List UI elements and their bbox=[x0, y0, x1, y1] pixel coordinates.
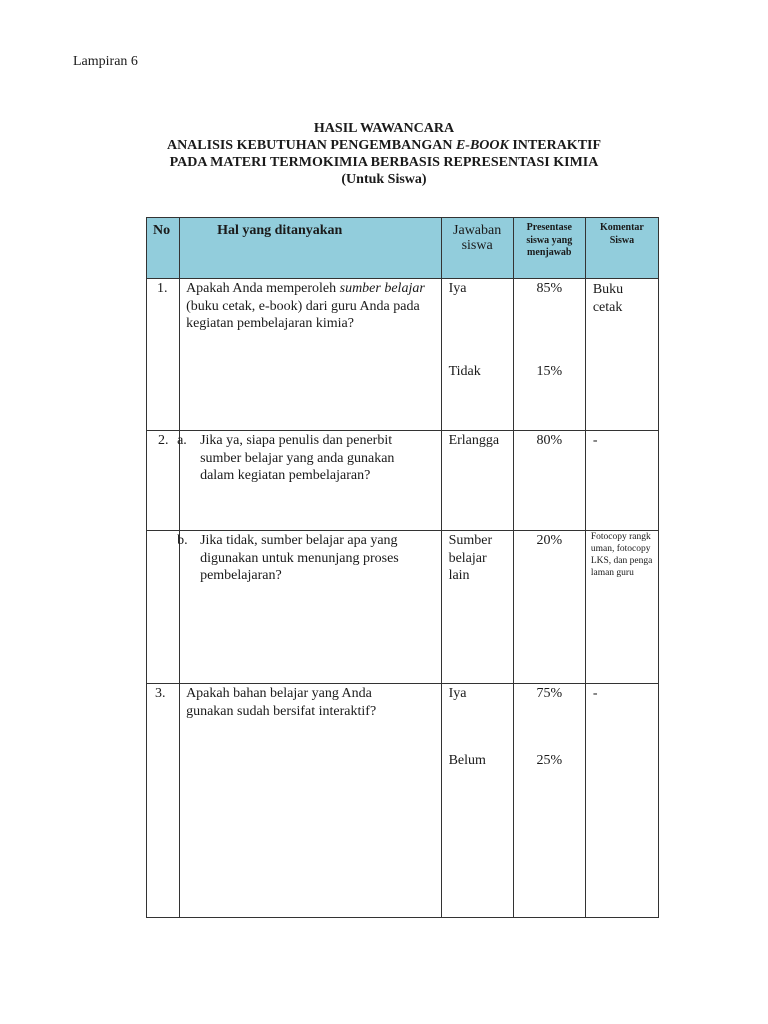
row-number: 1. bbox=[147, 279, 180, 431]
row-question: Apakah Anda memperoleh sumber belajar (buku cetak, e-book) dari guru Anda pada kegiatan pembelajaran kimia? bbox=[180, 279, 442, 431]
row-number bbox=[147, 531, 180, 684]
row-percentages: 85% 15% bbox=[513, 279, 585, 431]
table-row bbox=[147, 684, 659, 918]
table-header-row bbox=[147, 218, 659, 279]
row-percentage: 20% bbox=[513, 531, 585, 684]
header-percentage: Presentase siswa yang menjawab bbox=[513, 218, 585, 279]
row-percentages: 75% 25% bbox=[513, 684, 585, 918]
header-comment: Komentar Siswa bbox=[585, 218, 658, 279]
row-number: 3. bbox=[147, 684, 180, 918]
row-answers: Iya Belum bbox=[441, 684, 513, 918]
title-line-3: PADA MATERI TERMOKIMIA BERBASIS REPRESENTASI KIMIA bbox=[169, 155, 599, 170]
row-question: Apakah bahan belajar yang Anda gunakan sudah bersifat interaktif? bbox=[180, 684, 442, 918]
row-answers: Iya Tidak bbox=[441, 279, 513, 431]
table-row bbox=[147, 531, 659, 684]
interview-results-table bbox=[146, 217, 659, 918]
row-comment: - bbox=[585, 431, 658, 531]
title-line-4: (Untuk Siswa) bbox=[341, 172, 427, 187]
document-heading bbox=[0, 120, 768, 188]
row-comment: Fotocopy rangkuman, fotocopy LKS, dan pengalaman guru bbox=[585, 531, 658, 684]
row-number: 2. bbox=[147, 431, 180, 531]
title-line-2: ANALISIS KEBUTUHAN PENGEMBANGAN E-BOOK INTERAKTIF bbox=[166, 138, 602, 153]
header-no: No bbox=[147, 218, 180, 279]
table-row bbox=[147, 279, 659, 431]
table-row bbox=[147, 431, 659, 531]
row-question: a. Jika ya, siapa penulis dan penerbit sumber belajar yang anda gunakan dalam kegiatan pembelajaran? bbox=[180, 431, 442, 531]
row-answer: Sumber belajar lain bbox=[441, 531, 513, 684]
header-question: Hal yang ditanyakan bbox=[180, 218, 442, 279]
title-line-1: HASIL WAWANCARA bbox=[313, 121, 455, 136]
row-percentage: 80% bbox=[513, 431, 585, 531]
row-question: b. Jika tidak, sumber belajar apa yang digunakan untuk menunjang proses pembelajaran? bbox=[180, 531, 442, 684]
row-comment: - bbox=[585, 684, 658, 918]
row-comment: Buku cetak bbox=[585, 279, 658, 431]
attachment-label: Lampiran 6 bbox=[73, 54, 138, 69]
header-answer: Jawaban siswa bbox=[441, 218, 513, 279]
row-answer: Erlangga bbox=[441, 431, 513, 531]
